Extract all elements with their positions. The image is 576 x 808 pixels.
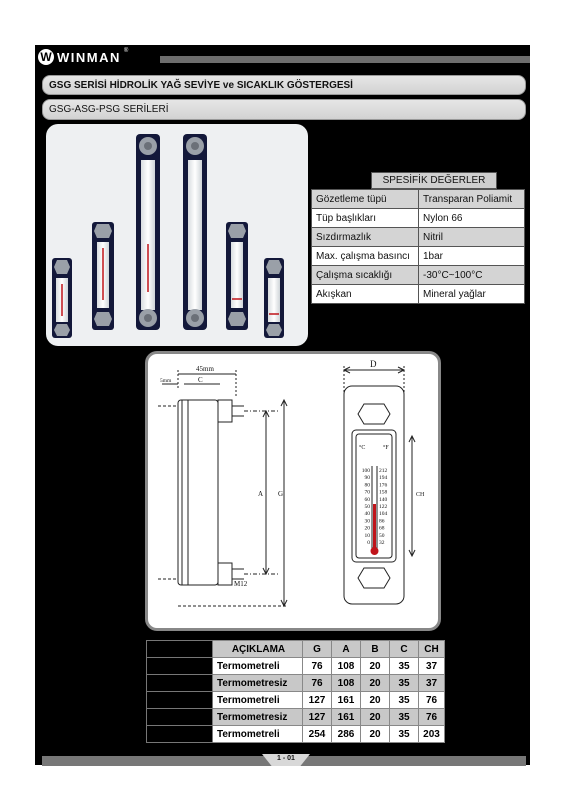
fahrenheit-tick-label: 86 (379, 518, 385, 525)
table-cell: 108 (332, 675, 361, 692)
spec-value: Transparan Poliamit (419, 190, 525, 209)
table-cell: 127 (303, 692, 332, 709)
spec-row (312, 285, 525, 304)
table-cell: 161 (332, 692, 361, 709)
row-spacer (147, 692, 213, 709)
spec-label: Akışkan (312, 285, 419, 304)
header-stripe (160, 56, 530, 63)
fahrenheit-tick-label: 140 (379, 496, 388, 503)
table-cell: 20 (361, 709, 390, 726)
label-5mm: 5mm (160, 378, 172, 384)
header-cell: C (390, 641, 419, 658)
spec-heading: SPESİFİK DEĞERLER (371, 172, 497, 189)
table-cell: 35 (390, 692, 419, 709)
table-cell: Termometresiz (213, 675, 303, 692)
spec-value: Mineral yağlar (419, 285, 525, 304)
label-a: A (258, 490, 264, 498)
fahrenheit-tick-label: 194 (379, 475, 388, 482)
label-g: G (278, 490, 284, 498)
page-title: GSG SERİSİ HİDROLİK YAĞ SEVİYE ve SICAKLIK GÖSTERGESİ (42, 75, 526, 95)
label-d: D (370, 359, 377, 369)
table-cell: 20 (361, 692, 390, 709)
label-fahrenheit: °F (383, 445, 389, 451)
celsius-tick-label: 60 (364, 496, 370, 503)
label-45mm: 45mm (196, 365, 214, 373)
table-cell: 286 (332, 726, 361, 743)
fahrenheit-tick-label: 176 (379, 482, 388, 489)
label-c: C (198, 376, 203, 384)
brand-name: WINMAN (57, 49, 121, 65)
header-cell: A (332, 641, 361, 658)
spec-row (312, 266, 525, 285)
spec-row (312, 247, 525, 266)
table-cell: 108 (332, 658, 361, 675)
spec-label: Max. çalışma basıncı (312, 247, 419, 266)
brand-logo (38, 48, 128, 66)
celsius-tick-label: 40 (364, 511, 370, 518)
celsius-tick-label: 50 (364, 504, 370, 510)
table-cell: Termometreli (213, 658, 303, 675)
product-photo (46, 124, 308, 346)
thermometer-bulb (371, 547, 379, 555)
table-cell: 35 (390, 709, 419, 726)
table-cell: Termometreli (213, 692, 303, 709)
celsius-scale (362, 468, 371, 546)
table-cell: 254 (303, 726, 332, 743)
header-cell: AÇIKLAMA (213, 641, 303, 658)
fahrenheit-tick-label: 68 (379, 525, 385, 532)
logo-mark-icon: W (38, 49, 54, 65)
label-ch: CH (416, 492, 425, 498)
table-header-row (147, 641, 445, 658)
label-m12: M12 (234, 580, 248, 588)
row-spacer (147, 641, 213, 658)
table-cell: 35 (390, 675, 419, 692)
table-cell: 20 (361, 726, 390, 743)
celsius-tick-label: 80 (364, 482, 370, 489)
spec-table (311, 189, 525, 304)
spec-panel (311, 172, 525, 304)
row-spacer (147, 675, 213, 692)
table-row (147, 675, 445, 692)
fahrenheit-tick-label: 104 (379, 511, 388, 518)
fahrenheit-scale (379, 468, 388, 546)
trademark-sign: ® (123, 48, 129, 54)
spec-value: 1bar (419, 247, 525, 266)
spec-label: Çalışma sıcaklığı (312, 266, 419, 285)
fahrenheit-tick-label: 50 (379, 532, 385, 539)
table-cell: 37 (419, 675, 445, 692)
row-spacer (147, 709, 213, 726)
table-row (147, 658, 445, 675)
table-cell: 203 (419, 726, 445, 743)
spec-row (312, 209, 525, 228)
table-cell: 76 (419, 709, 445, 726)
table-row (147, 726, 445, 743)
spec-label: Gözetleme tüpü (312, 190, 419, 209)
table-cell: 76 (419, 692, 445, 709)
table-row (147, 692, 445, 709)
header-cell: CH (419, 641, 445, 658)
spec-value: -30°C~100°C (419, 266, 525, 285)
celsius-tick-label: 10 (364, 532, 370, 539)
celsius-tick-label: 100 (361, 468, 370, 474)
page-number: 1 - 01 (277, 755, 295, 762)
label-celsius: °C (359, 445, 366, 451)
spec-label: Sızdırmazlık (312, 228, 419, 247)
table-cell: 35 (390, 726, 419, 743)
table-cell: 76 (303, 675, 332, 692)
fahrenheit-tick-label: 212 (379, 468, 388, 474)
spec-label: Tüp başlıkları (312, 209, 419, 228)
spec-row (312, 190, 525, 209)
fahrenheit-tick-label: 122 (379, 504, 388, 510)
table-cell: 76 (303, 658, 332, 675)
table-cell: 161 (332, 709, 361, 726)
header-cell: G (303, 641, 332, 658)
fahrenheit-tick-label: 32 (379, 540, 385, 546)
celsius-tick-label: 0 (367, 540, 370, 546)
table-cell: Termometresiz (213, 709, 303, 726)
celsius-tick-label: 90 (364, 475, 370, 482)
table-cell: Termometreli (213, 726, 303, 743)
dimensions-table (146, 640, 445, 743)
spec-value: Nylon 66 (419, 209, 525, 228)
table-cell: 37 (419, 658, 445, 675)
series-subtitle: GSG-ASG-PSG SERİLERİ (42, 99, 526, 120)
table-cell: 35 (390, 658, 419, 675)
celsius-tick-label: 70 (364, 489, 370, 496)
row-spacer (147, 726, 213, 743)
fahrenheit-tick-label: 158 (379, 489, 388, 496)
level-gauges-image (46, 124, 308, 346)
celsius-tick-label: 20 (364, 525, 370, 532)
table-row (147, 709, 445, 726)
row-spacer (147, 658, 213, 675)
header-cell: B (361, 641, 390, 658)
dimension-drawing (148, 354, 438, 628)
technical-drawing (145, 351, 441, 631)
spec-row (312, 228, 525, 247)
table-cell: 127 (303, 709, 332, 726)
celsius-tick-label: 30 (364, 518, 370, 525)
table-cell: 20 (361, 675, 390, 692)
table-cell: 20 (361, 658, 390, 675)
spec-value: Nitril (419, 228, 525, 247)
